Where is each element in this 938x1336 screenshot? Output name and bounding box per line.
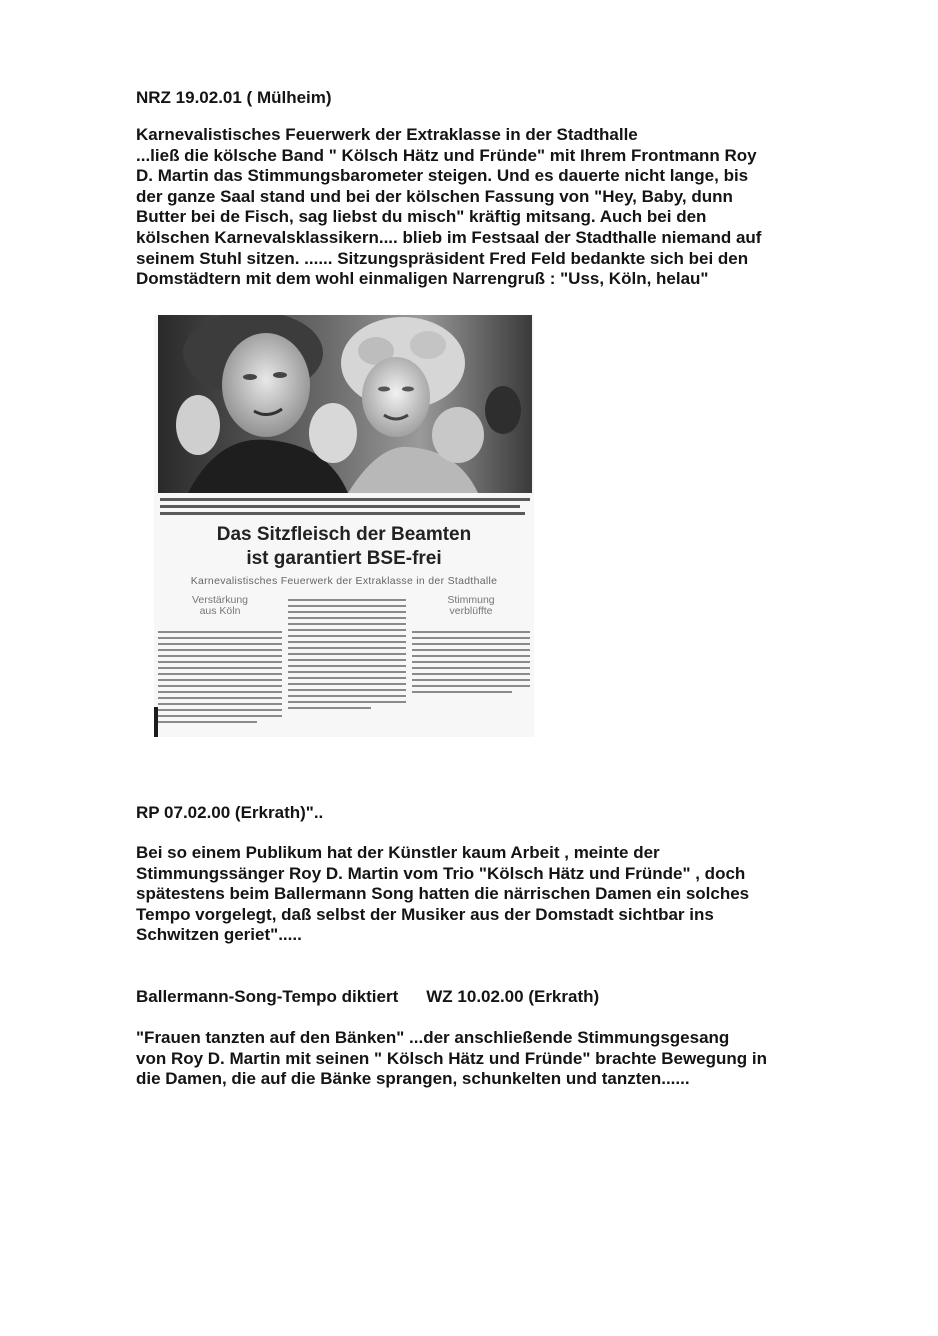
column-heading: Verstärkung xyxy=(191,594,249,606)
clipping-column-3 xyxy=(412,595,530,693)
nrz-line: ...ließ die kölsche Band " Kölsch Hätz und Fründe" mit Ihrem Frontmann Roy xyxy=(136,145,757,165)
clipping-caption xyxy=(160,497,530,521)
rp-line: Schwitzen geriet"..... xyxy=(136,925,302,945)
clipping-photo xyxy=(158,315,532,493)
nrz-line: seinem Stuhl sitzen. ...... Sitzungspräsident Fred Feld bedankte sich bei den xyxy=(136,248,749,268)
clipping-headline-line: Das Sitzfleisch der Beamten xyxy=(216,524,472,545)
clipping-subheadline: Karnevalistisches Feuerwerk der Extraklasse in der Stadthalle xyxy=(190,575,498,587)
newspaper-clipping xyxy=(154,315,534,737)
nrz-line: Domstädtern mit dem wohl einmaligen Narrengruß : "Uss, Köln, helau" xyxy=(136,269,709,289)
nrz-line: der ganze Saal stand und bei der kölschen Fassung von "Hey, Baby, dunn xyxy=(136,186,733,206)
wz-line: "Frauen tanzten auf den Bänken" ...der anschließende Stimmungsgesang xyxy=(136,1028,730,1047)
wz-title: Ballermann-Song-Tempo diktiert xyxy=(136,987,399,1006)
wz-header xyxy=(136,987,826,1008)
clipping-headline-line: ist garantiert BSE-frei xyxy=(246,548,442,569)
nrz-line: D. Martin das Stimmungsbarometer steigen. Und es dauerte nicht lange, bis xyxy=(136,166,749,186)
nrz-line: kölschen Karnevalsklassikern.... blieb im Festsaal der Stadthalle niemand auf xyxy=(136,227,762,247)
clipping-column-1 xyxy=(158,595,282,723)
wz-line: von Roy D. Martin mit seinen " Kölsch Hätz und Fründe" brachte Bewegung in xyxy=(136,1048,768,1068)
rp-line: spätestens beim Ballermann Song hatten die närrischen Damen ein solches xyxy=(136,884,750,904)
wz-source: WZ 10.02.00 (Erkrath) xyxy=(426,987,600,1006)
rp-line: Stimmungssänger Roy D. Martin vom Trio "Kölsch Hätz und Fründe" , doch xyxy=(136,863,746,883)
rp-line: Bei so einem Publikum hat der Künstler kaum Arbeit , meinte der xyxy=(136,843,660,862)
clipping-column-2 xyxy=(288,595,406,709)
wz-article xyxy=(136,1028,826,1090)
wz-line: die Damen, die auf die Bänke sprangen, schunkelten und tanzten...... xyxy=(136,1069,690,1089)
rp-line: Tempo vorgelegt, daß selbst der Musiker aus der Domstadt sichtbar ins xyxy=(136,904,714,924)
nrz-article xyxy=(136,125,826,290)
nrz-line: Butter bei de Fisch, sag liebst du misch" kräftig mitsang. Auch bei den xyxy=(136,207,707,227)
column-heading: Stimmung xyxy=(447,594,495,606)
rp-article xyxy=(136,843,826,946)
nrz-header: NRZ 19.02.01 ( Mülheim) xyxy=(136,88,332,107)
nrz-line: Karnevalistisches Feuerwerk der Extraklasse in der Stadthalle xyxy=(136,125,638,144)
column-heading: aus Köln xyxy=(199,605,241,617)
clipping-headline xyxy=(154,523,534,571)
rp-header: RP 07.02.00 (Erkrath)".. xyxy=(136,803,324,822)
clipping-crop-mark xyxy=(154,707,158,737)
column-heading: verblüffte xyxy=(449,605,493,617)
